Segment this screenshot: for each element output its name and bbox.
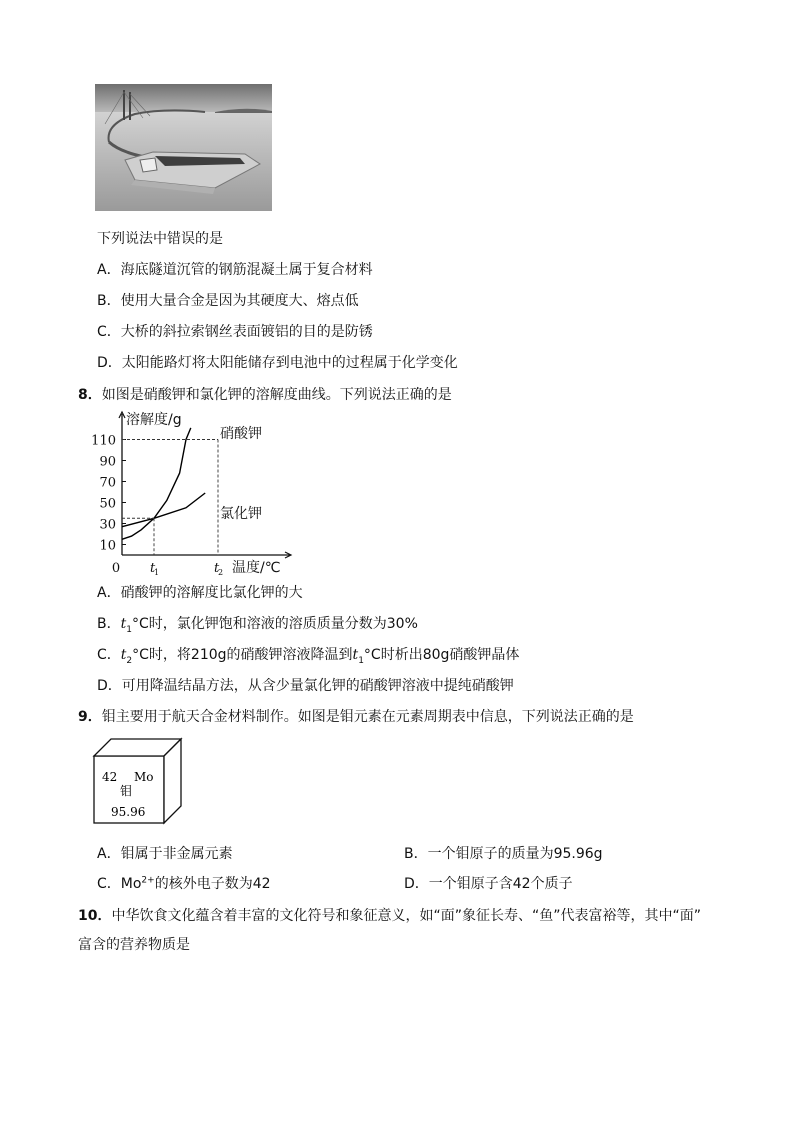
q8-option-b-sub: 1: [126, 624, 132, 635]
q9-option-c-prefix: C．Mo: [97, 876, 142, 892]
x-tick-label-t2: t: [214, 561, 220, 576]
y-tick-label-50: 50: [99, 496, 116, 512]
y-tick-label-30: 30: [99, 517, 116, 533]
y-axis-label: 溶解度/g: [126, 412, 182, 428]
q8-option-b-text: °C时，氯化钾饱和溶液的溶质质量分数为30%: [131, 616, 418, 632]
q9-option-d: D．一个钼原子含42个质子: [404, 876, 573, 892]
q9-option-c-charge: 2+: [141, 875, 155, 886]
q8-option-c-prefix: C．: [97, 647, 121, 663]
series-label-potassium-nitrate: 硝酸钾: [220, 426, 262, 442]
q9-stem: 钼主要用于航天合金材料制作。如图是钼元素在元素周期表中信息，下列说法正确的是: [101, 709, 634, 725]
element-name: 钼: [120, 784, 133, 798]
element-atomic-number: 42: [102, 770, 118, 784]
y-tick-label-90: 90: [99, 454, 116, 470]
q8-option-d: D．可用降温结晶方法，从含少量氯化钾的硝酸钾溶液中提纯硝酸钾: [97, 678, 514, 694]
x-axis-label: 温度/℃: [232, 560, 281, 576]
q8-option-c-t: t: [120, 647, 127, 663]
q7-option-a: A．海底隧道沉管的钢筋混凝土属于复合材料: [97, 262, 373, 278]
solubility-chart: [91, 410, 292, 582]
element-tile-molybdenum: [90, 735, 185, 831]
y-tick-label-70: 70: [99, 475, 116, 491]
curve-potassium-nitrate: [122, 428, 191, 539]
curve-potassium-chloride: [122, 493, 205, 527]
x-tick-sub-t1: 1: [154, 568, 160, 577]
x-tick-label-t1: t: [150, 561, 156, 576]
q10-line2: 富含的营养物质是: [78, 937, 190, 953]
series-label-potassium-chloride: 氯化钾: [220, 506, 262, 522]
bridge-photo: [95, 84, 272, 211]
q7-option-d: D．太阳能路灯将太阳能储存到电池中的过程属于化学变化: [97, 355, 458, 371]
y-tick-label-10: 10: [99, 538, 116, 554]
q9-number: 9．: [78, 709, 102, 725]
q8-stem: 如图是硝酸钾和氯化钾的溶解度曲线。下列说法正确的是: [101, 387, 452, 403]
element-symbol: Mo: [134, 770, 154, 784]
q7-prompt: 下列说法中错误的是: [97, 231, 223, 247]
q8-option-c-text-mid: °C时，将210g的硝酸钾溶液降温到: [132, 647, 353, 663]
q8-option-b: [97, 613, 418, 635]
q10-text-line1: 中华饮食文化蕴含着丰富的文化符号和象征意义，如“面”象征长寿、“鱼”代表富裕等，其中“面”: [111, 908, 701, 924]
q8-option-c-sub: 2: [126, 655, 133, 666]
x-tick-label-0: 0: [111, 561, 121, 576]
q8-option-b-prefix: B．: [97, 616, 121, 632]
q9-option-b: B．一个钼原子的质量为95.96g: [404, 846, 603, 862]
q8-question: [78, 384, 452, 404]
q9-option-a: A．钼属于非金属元素: [97, 846, 233, 862]
bridge-photo-image: [95, 84, 272, 211]
q8-option-c-sub2: 1: [358, 655, 364, 666]
solubility-chart-svg: [91, 410, 292, 578]
q7-option-c: C．大桥的斜拉索钢丝表面镀铝的目的是防锈: [97, 324, 373, 340]
q8-option-b-t: t: [120, 616, 127, 632]
q10-line1: [78, 905, 701, 925]
x-tick-sub-t2: 2: [218, 568, 224, 577]
q8-option-c: [97, 644, 519, 666]
q8-option-c-text-end: °C时析出80g硝酸钾晶体: [363, 647, 520, 663]
q9-option-c-text: 的核外电子数为42: [154, 876, 271, 892]
element-cube-svg: [90, 735, 185, 827]
q8-number: 8．: [78, 387, 102, 403]
q7-option-b: B．使用大量合金是因为其硬度大、熔点低: [97, 293, 359, 309]
q10-number: 10．: [78, 908, 112, 924]
q9-question: [78, 706, 634, 726]
element-mass: 95.96: [111, 805, 146, 819]
y-tick-label-110: 110: [91, 433, 116, 449]
q8-option-a: A．硝酸钾的溶解度比氯化钾的大: [97, 585, 303, 601]
q8-option-c-t2: t: [352, 647, 359, 663]
q9-option-c: [97, 873, 271, 893]
